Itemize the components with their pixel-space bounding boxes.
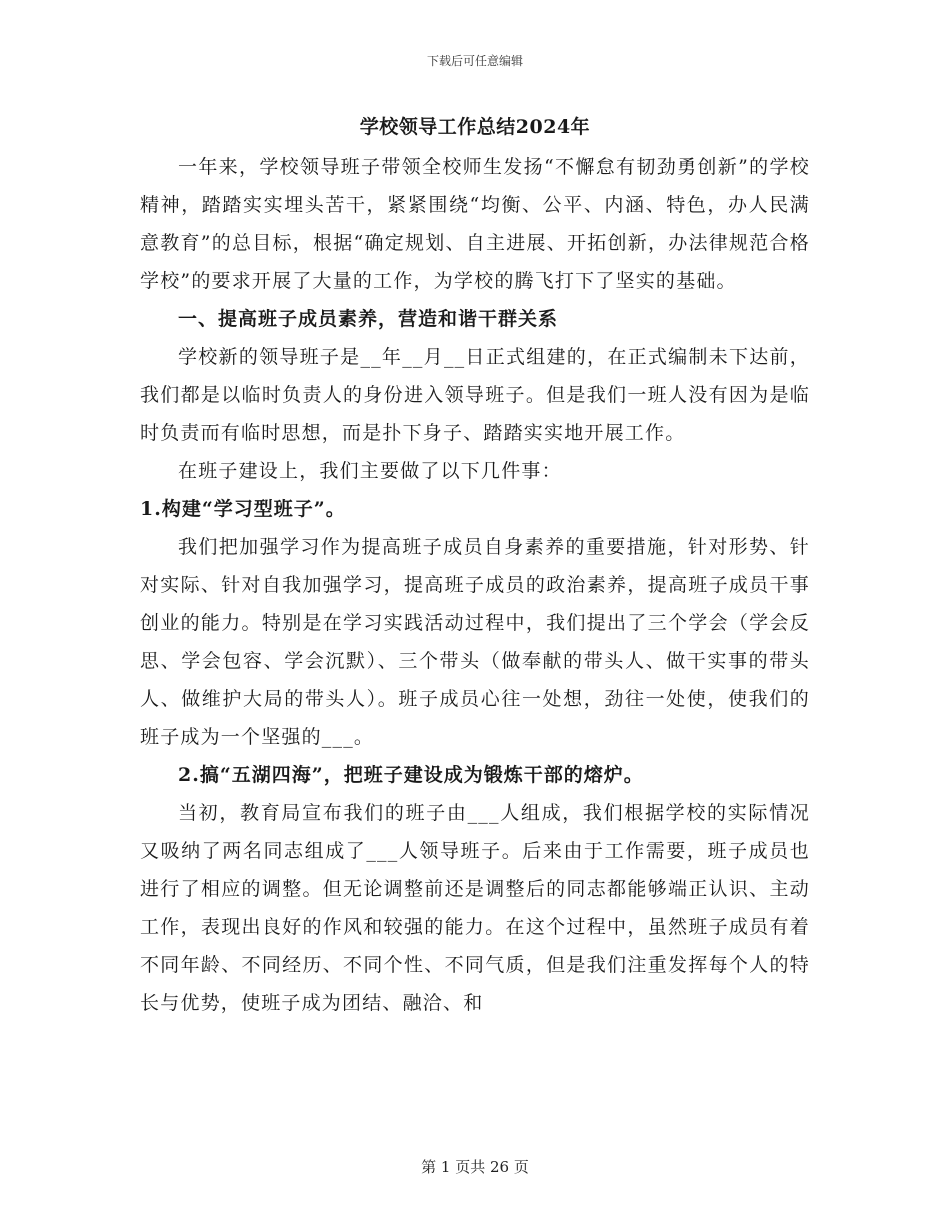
- document-body: [140, 112, 810, 1022]
- section-1-heading: 一、提高班子成员素养，营造和谐干群关系: [178, 308, 559, 330]
- section-1-paragraph-2: 在班子建设上，我们主要做了以下几件事：: [178, 460, 562, 482]
- item-2-heading: 2.搞“五湖四海”，把班子建设成为锻炼干部的熔炉。: [178, 764, 644, 786]
- document-title: 学校领导工作总结2024年: [359, 116, 591, 138]
- item-1-heading: 1.构建“学习型班子”。: [140, 498, 346, 520]
- item-1-paragraph: 我们把加强学习作为提高班子成员自身素养的重要措施，针对形势、针对实际、针对自我加强学习，提高班子成员的政治素养，提高班子成员干事创业的能力。特别是在学习实践活动过程中，我们提出了三个学会（学会反思、学会包容、学会沉默）、三个带头（做奉献的带头人、做干实事的带头人、做维护大局的带头人）。班子成员心往一处想，劲往一处使，使我们的班子成为一个坚强的___。: [140, 536, 810, 748]
- item-2-paragraph: 当初，教育局宣布我们的班子由___人组成，我们根据学校的实际情况又吸纳了两名同志组成了___人领导班子。后来由于工作需要，班子成员也进行了相应的调整。但无论调整前还是调整后的同志都能够端正认识、主动工作，表现出良好的作风和较强的能力。在这个过程中，虽然班子成员有着不同年龄、不同经历、不同个性、不同气质，但是我们注重发挥每个人的特长与优势，使班子成为团结、融洽、和: [140, 802, 810, 1014]
- page-header-note: 下载后可任意编辑: [426, 54, 523, 68]
- page-footer-number: 第 1 页共 26 页: [421, 1158, 529, 1176]
- section-1-paragraph-1: 学校新的领导班子是__年__月__日正式组建的，在正式编制未下达前，我们都是以临时负责人的身份进入领导班子。但是我们一班人没有因为是临时负责而有临时思想，而是扑下身子、踏踏实实地开展工作。: [140, 346, 810, 444]
- intro-paragraph: 一年来，学校领导班子带领全校师生发扬“不懈怠有韧劲勇创新”的学校精神，踏踏实实埋头苦干，紧紧围绕“均衡、公平、内涵、特色，办人民满意教育”的总目标，根据“确定规划、自主进展、开拓创新，办法律规范合格学校”的要求开展了大量的工作，为学校的腾飞打下了坚实的基础。: [140, 156, 810, 292]
